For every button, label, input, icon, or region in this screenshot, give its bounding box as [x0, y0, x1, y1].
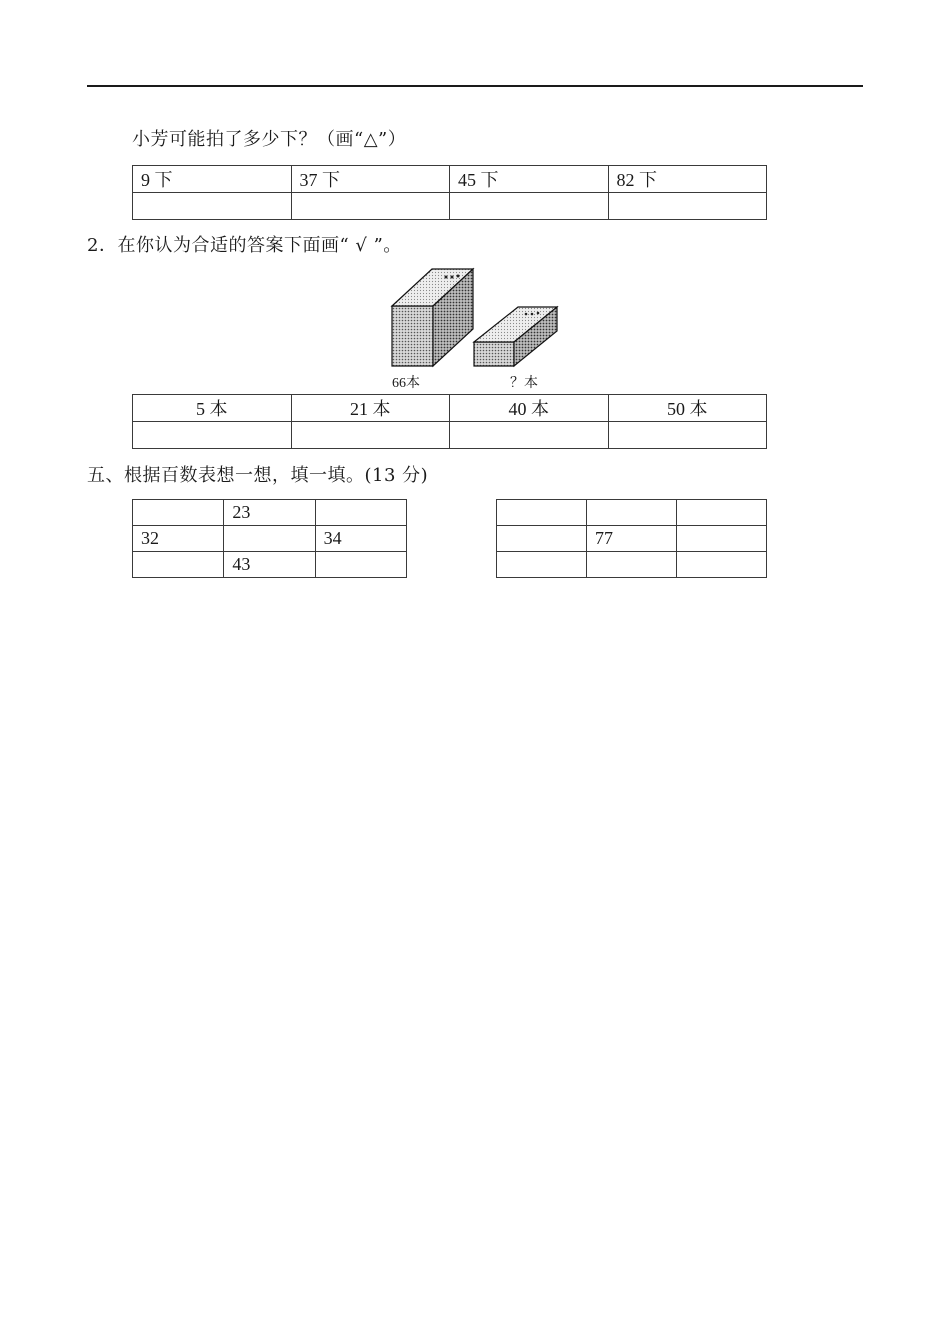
option-cell: 5 本 [133, 395, 292, 422]
option-cell: 9 下 [133, 166, 292, 193]
answer-cell[interactable] [133, 193, 292, 220]
taps-options-table [132, 165, 767, 220]
grid-cell[interactable] [133, 552, 224, 578]
answer-cell[interactable] [608, 193, 767, 220]
grid-cell: 34 [315, 526, 406, 552]
option-cell: 50 本 [608, 395, 767, 422]
section-5-title: 五、根据百数表想一想，填一填。(13 分) [87, 465, 429, 486]
answer-cell[interactable] [291, 422, 450, 449]
grid-cell: 23 [224, 500, 315, 526]
small-book-stack [474, 307, 557, 366]
grid-cell[interactable] [315, 552, 406, 578]
option-cell: 40 本 [450, 395, 609, 422]
grid-cell[interactable] [133, 500, 224, 526]
answer-cell[interactable] [450, 422, 609, 449]
grid-cell: 32 [133, 526, 224, 552]
grid-cell[interactable] [677, 500, 767, 526]
hundred-chart-grid-a [132, 499, 407, 578]
grid-cell[interactable] [315, 500, 406, 526]
question-2-prompt: 2．在你认为合适的答案下面画“ √ ”。 [87, 235, 402, 256]
option-cell: 37 下 [291, 166, 450, 193]
book-stacks-figure [380, 262, 570, 392]
grid-cell[interactable] [224, 526, 315, 552]
grid-cell[interactable] [677, 552, 767, 578]
question-prompt-taps: 小芳可能拍了多少下？（画“△”） [132, 129, 407, 150]
grid-cell[interactable] [677, 526, 767, 552]
grid-cell[interactable] [497, 500, 587, 526]
grid-cell[interactable] [587, 500, 677, 526]
grid-cell[interactable] [587, 552, 677, 578]
books-options-table [132, 394, 767, 449]
grid-cell[interactable] [497, 552, 587, 578]
header-rule [87, 85, 863, 87]
book-stacks-illustration [380, 262, 570, 374]
grid-cell[interactable] [497, 526, 587, 552]
answer-cell[interactable] [450, 193, 609, 220]
big-stack-label: 66本 [392, 376, 420, 391]
option-cell: 82 下 [608, 166, 767, 193]
grid-cell: 43 [224, 552, 315, 578]
option-cell: 21 本 [291, 395, 450, 422]
hundred-chart-grid-b [496, 499, 767, 578]
option-cell: 45 下 [450, 166, 609, 193]
answer-cell[interactable] [608, 422, 767, 449]
big-book-stack [392, 269, 473, 366]
small-stack-label: ？本 [510, 376, 538, 391]
answer-cell[interactable] [291, 193, 450, 220]
grid-cell: 77 [587, 526, 677, 552]
answer-cell[interactable] [133, 422, 292, 449]
